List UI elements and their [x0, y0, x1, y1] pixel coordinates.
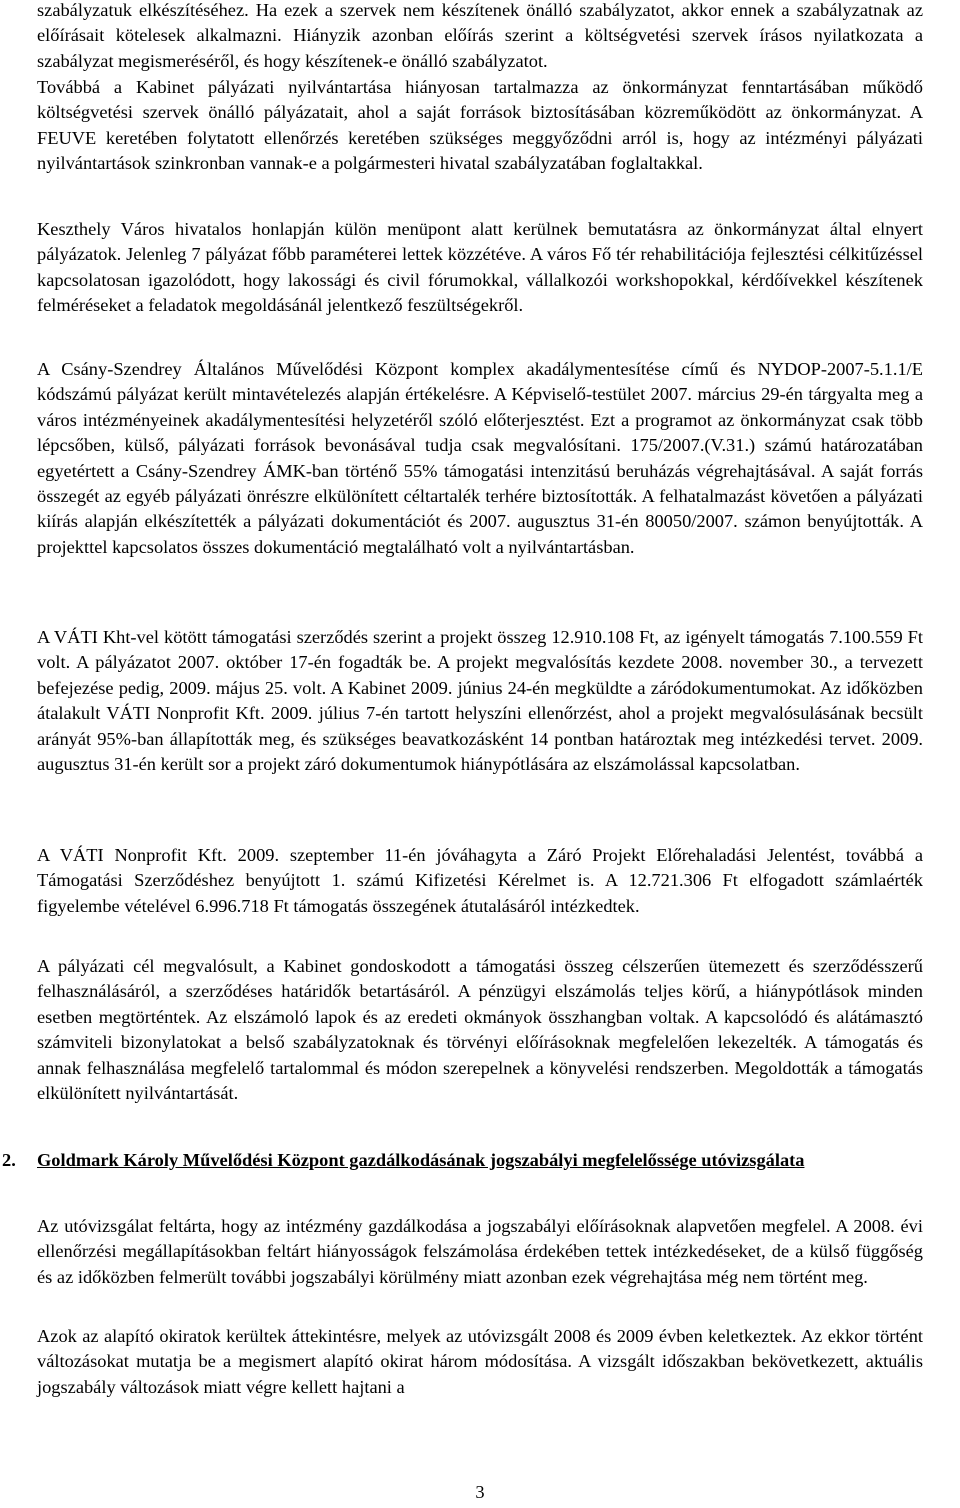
page-number: 3 — [475, 1482, 485, 1502]
section-number: 2. — [2, 1150, 16, 1170]
paragraph-6: A VÁTI Nonprofit Kft. 2009. szeptember 11-én jóváhagyta a Záró Projekt Előrehaladási Jelentést, továbbá a Támogatási Szerződéshez benyújtott 1. számú Kifizetési Kérelmet is. A 12.721.306 Ft elfogadott számlaérték figyelembe vételével 6.996.718 Ft támogatás összegének átutalásáról intézkedtek. — [37, 845, 923, 916]
paragraph-7: A pályázati cél megvalósult, a Kabinet gondoskodott a támogatási összeg célszerűen ütemezett és szerződésszerű felhasználásáról, a szerződéses határidők betartásáról. A pénzügyi elszámolás teljes körű, a hiánypótlások minden esetben megtörténtek. Az elszámoló lapok és az eredeti okmányok összhangban voltak. A kapcsolódó és alátámasztó számviteli bizonylatokat a belső szabályzatoknak és törvényi előírásoknak megfelelően lekezelték. A támogatás és annak felhasználása megfelelő tartalommal és módon szerepelnek a könyvelési rendszerben. Megoldották a támogatás elkülönített nyilvántartását. — [37, 956, 923, 1104]
section-paragraph-1: Az utóvizsgálat feltárta, hogy az intézmény gazdálkodása a jogszabályi előírásoknak alapvetően megfelel. A 2008. évi ellenőrzési megállapításokban feltárt hiányosságok felszámolása érdekében tettek intézkedéseket, de a külső függőség és az időközben felmerült további jogszabályi körülmény miatt azonban ezek végrehajtása még nem történt meg. — [37, 1216, 923, 1287]
section-title: Goldmark Károly Művelődési Központ gazdálkodásának jogszabályi megfelelőssége utóvizsgálata — [37, 1150, 805, 1170]
section-paragraph-2: Azok az alapító okiratok kerültek áttekintésre, melyek az utóvizsgált 2008 és 2009 évben keletkeztek. Az ekkor történt változásokat mutatja be a megismert alapító okirat három módosítása. A vizsgált időszakban bekövetkezett, aktuális jogszabály változások miatt végre kellett hajtani a — [37, 1326, 923, 1397]
paragraph-3: Keszthely Város hivatalos honlapján külön menüpont alatt kerülnek bemutatásra az önkormányzat által elnyert pályázatok. Jelenleg 7 pályázat főbb paraméterei lettek közzétéve. A város Fő tér rehabilitációja fejlesztési célkitűzéssel kapcsolatosan igazolódott, hogy lakossági és civil fórumokkal, vállalkozói workshopokkal, kérdőívekkel készítenek felméréseket a feladatok megoldásánál jelentkező feszültségekről. — [37, 219, 923, 316]
paragraph-4: A Csány-Szendrey Általános Művelődési Központ komplex akadálymentesítése című és NYDOP-2007-5.1.1/E kódszámú pályázat került mintavételezés alapján értékelésre. A Képviselő-testület 2007. március 29-én tárgyalta meg a város intézményeinek akadálymentesítési helyzetéről szóló előterjesztést. Ezt a programot az önkormányzat csak több lépcsőben, külső, pályázati források bevonásával tudja csak megvalósítani. 175/2007.(V.31.) számú határozatában egyetértett a Csány-Szendrey ÁMK-ban történő 55% támogatási intenzitású beruházás végrehajtásával. A saját forrás összegét az egyéb pályázati önrészre elkülönített céltartalék terhére biztosították. A felhatalmazást követően a pályázati kiírás alapján elkészítették a pályázati dokumentációt és 2007. augusztus 31-én 80050/2007. számon benyújtották. A projekttel kapcsolatos összes dokumentáció megtalálható volt a nyilvántartásban. — [37, 359, 923, 557]
paragraph-2: Továbbá a Kabinet pályázati nyilvántartása hiányosan tartalmazza az önkormányzat fenntartásában működő költségvetési szervek önálló pályázatait, ahol a saját források biztosításában közreműködött az önkormányzat. A FEUVE keretében folytatott ellenőrzés keretében szükséges meggyőződni arról is, hogy az intézményi pályázati nyilvántartások szinkronban vannak-e a polgármesteri hivatal szabályzatában foglaltakkal. — [37, 77, 923, 174]
section-heading — [2, 1148, 923, 1173]
paragraph-1: szabályzatuk elkészítéséhez. Ha ezek a szervek nem készítenek önálló szabályzatot, akkor ennek a szabályzatnak az előírásait kötelesek alkalmazni. Hiányzik azonban előírás szerint a költségvetési szervek írásos nyilatkozata a szabályzat megismeréséről, és hogy készítenek-e önálló szabályzatot. — [37, 0, 923, 71]
paragraph-5: A VÁTI Kht-vel kötött támogatási szerződés szerint a projekt összeg 12.910.108 Ft, az igényelt támogatás 7.100.559 Ft volt. A pályázatot 2007. október 17-én fogadták be. A projekt megvalósítás kezdete 2008. november 30., a tervezett befejezése pedig, 2009. május 25. volt. A Kabinet 2009. június 24-én megküldte a záródokumentumokat. Az időközben átalakult VÁTI Nonprofit Kft. 2009. július 7-én tartott helyszíni ellenőrzést, ahol a projekt megvalósulásának becsült arányát 95%-ban állapították meg, és szükséges beavatkozásként 14 pontban határoztak meg intézkedési tervet. 2009. augusztus 31-én került sor a projekt záró dokumentumok hiánypótlására az elszámolással kapcsolatban. — [37, 627, 923, 775]
